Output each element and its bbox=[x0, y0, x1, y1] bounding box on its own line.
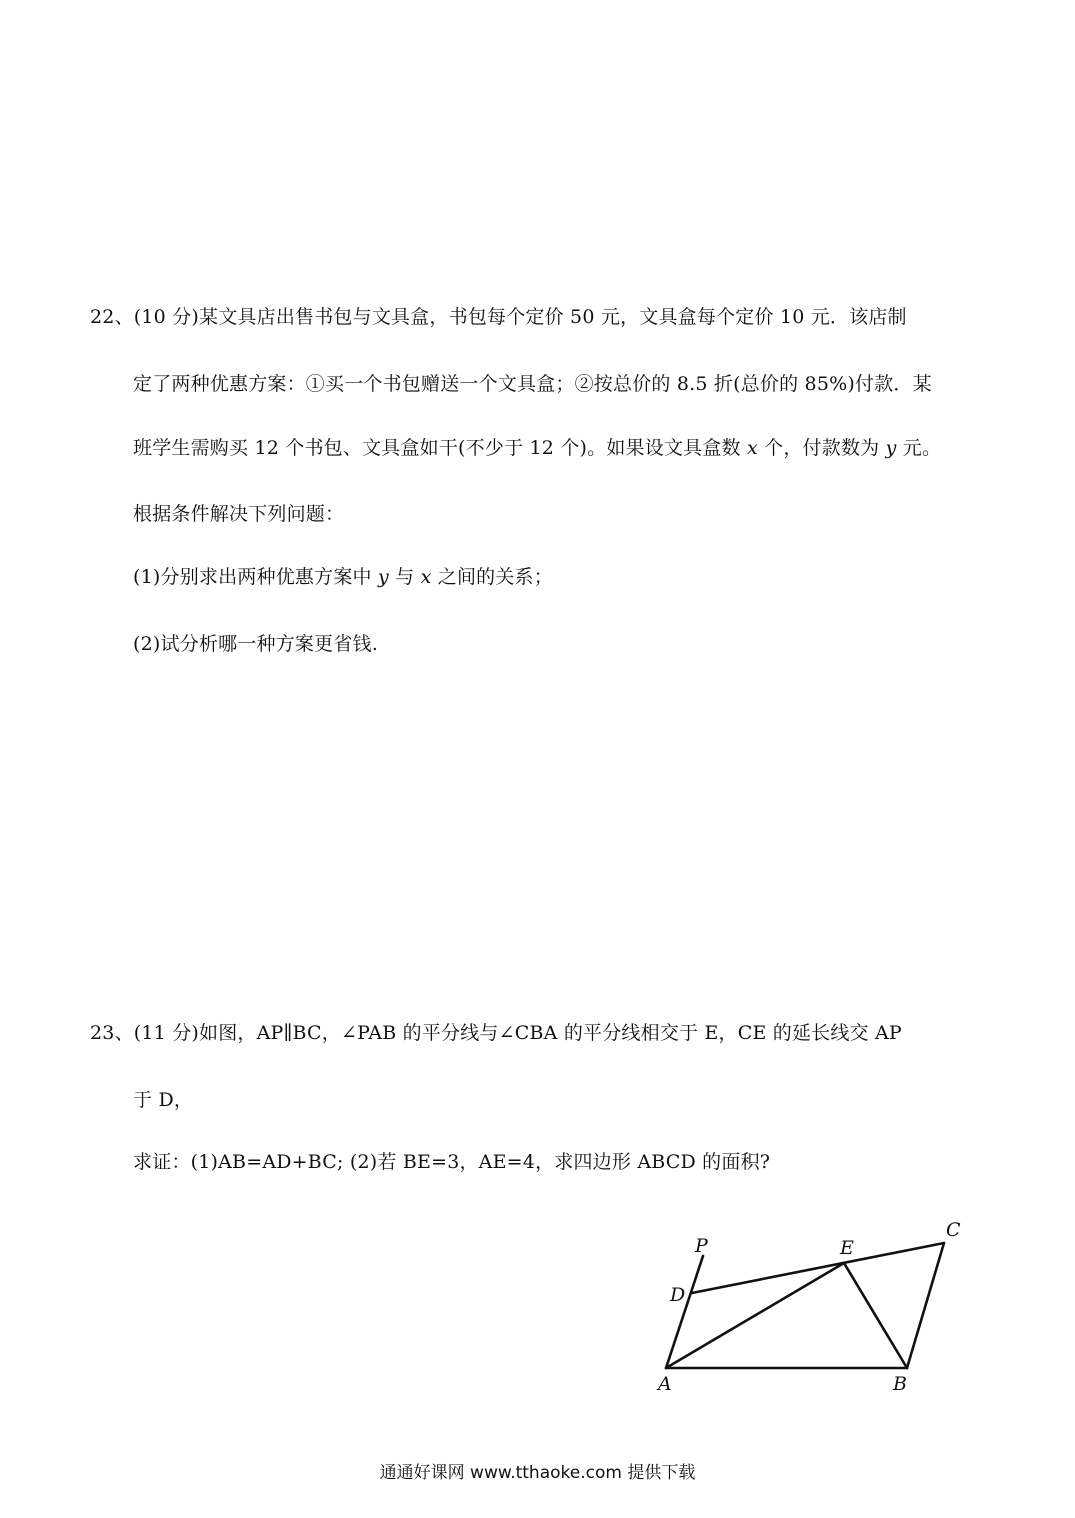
var-x: x bbox=[746, 437, 758, 459]
q22-part-1 bbox=[133, 565, 553, 589]
var-y: y bbox=[377, 566, 389, 588]
footer-source: 通通好课网 www.tthaoke.com 提供下载 bbox=[379, 1463, 696, 1483]
geometry-figure bbox=[650, 1212, 980, 1402]
q22-line-3 bbox=[133, 436, 941, 460]
segment-bc bbox=[907, 1243, 944, 1368]
q22-part-1-a: (1)分别求出两种优惠方案中 bbox=[133, 566, 378, 588]
segment-eb bbox=[844, 1263, 907, 1368]
q23-line-1: 23、(11 分)如图，AP∥BC，∠PAB 的平分线与∠CBA 的平分线相交于 E，CE 的延长线交 AP bbox=[90, 1022, 902, 1044]
var-y: y bbox=[885, 437, 897, 459]
segment-dc bbox=[692, 1243, 944, 1293]
q23-line-3: 求证：(1)AB=AD+BC; (2)若 BE=3，AE=4，求四边形 ABCD 的面积? bbox=[133, 1151, 771, 1173]
label-c: C bbox=[946, 1219, 961, 1241]
q22-line-2: 定了两种优惠方案：①买一个书包赠送一个文具盒；②按总价的 8.5 折(总价的 85%)付款．某 bbox=[133, 373, 932, 395]
label-p: P bbox=[695, 1235, 708, 1257]
q22-line-3-b: 个，付款数为 bbox=[757, 437, 886, 459]
q22-line-3-c: 元。 bbox=[896, 437, 942, 459]
q22-part-1-b: 与 bbox=[388, 566, 421, 588]
segment-ae bbox=[666, 1263, 844, 1368]
segment-ap bbox=[666, 1256, 703, 1368]
q22-part-2: (2)试分析哪一种方案更省钱. bbox=[133, 633, 378, 655]
var-x: x bbox=[420, 566, 432, 588]
label-b: B bbox=[893, 1373, 907, 1395]
label-d: D bbox=[670, 1284, 686, 1306]
q22-line-1: 22、(10 分)某文具店出售书包与文具盒，书包每个定价 50 元，文具盒每个定价 10 元．该店制 bbox=[90, 306, 907, 328]
q22-line-3-a: 班学生需购买 12 个书包、文具盒如干(不少于 12 个)。如果设文具盒数 bbox=[133, 437, 747, 459]
q22-part-1-c: 之间的关系； bbox=[431, 566, 553, 588]
label-a: A bbox=[658, 1373, 672, 1395]
q22-line-4: 根据条件解决下列问题： bbox=[133, 503, 345, 525]
label-e: E bbox=[840, 1237, 854, 1259]
q23-line-2: 于 D， bbox=[133, 1089, 194, 1111]
